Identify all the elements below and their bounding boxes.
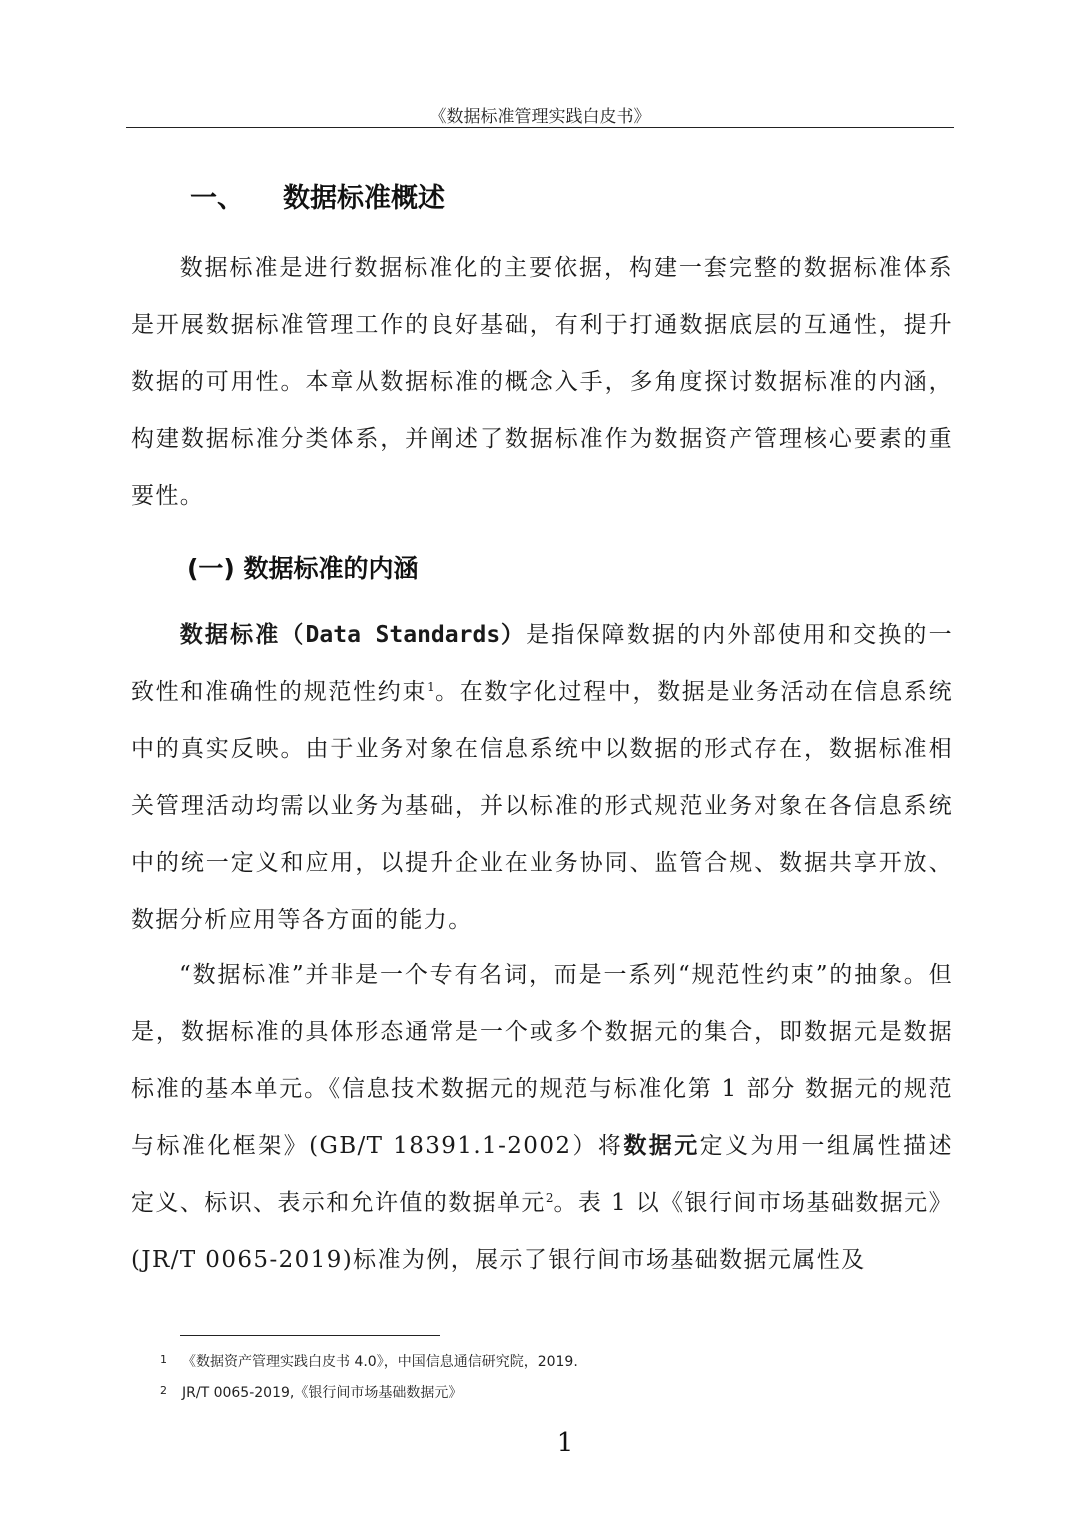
intro-text: 数据标准是进行数据标准化的主要依据，构建一套完整的数据标准体系是开展数据标准管理工作的良好基础，有利于打通数据底层的互通性，提升数据的可用性。本章从数据标准的概念入手，多角度探讨数据标准的内涵，构建数据标准分类体系，并阐述了数据标准作为数据资产管理核心要素的重要性。 [131,255,953,509]
footnote-mark: 1 [160,1353,167,1366]
section-heading: (一) 数据标准的内涵 [187,554,419,583]
footnote-text: JR/T 0065-2019,《银行间市场基础数据元》 [182,1385,463,1401]
intro-paragraph [131,240,953,525]
definition-paragraph [131,607,953,949]
term-data-standards: 数据标准 [179,622,281,648]
header-rule [126,127,954,128]
footnote-ref-1[interactable]: 1 [427,680,435,694]
chapter-title: 数据标准概述 [283,183,445,214]
data-element-text-c: 。表 1 以《银行间市场基础数据元》(JR/T 0065-2019)标准为例，展示了银行间市场基础数据元属性及 [131,1190,953,1273]
footnote-2 [160,1382,462,1402]
definition-text-b: 。在数字化过程中，数据是业务活动在信息系统中的真实反映。由于业务对象在信息系统中以数据的形式存在，数据标准相关管理活动均需以业务为基础，并以标准的形式规范业务对象在各信息系统中的统一定义和应用，以提升企业在业务协同、监管合规、数据共享开放、数据分析应用等各方面的能力。 [131,679,953,933]
running-header: 《数据标准管理实践白皮书》 [429,107,651,127]
footnote-1 [160,1351,578,1371]
data-element-paragraph [131,947,953,1289]
term-open-paren: （ [280,622,306,648]
data-element-text-a: “数据标准”并非是一个专有名词，而是一系列“规范性约束”的抽象。但是，数据标准的具体形态通常是一个或多个数据元的集合，即数据元是数据标准的基本单元。《信息技术数据元的规范与标准化第 1 部分 数据元的规范与标准化框架》(GB/T 18391.1-2002）将 [131,962,953,1159]
data-element-text-b: 定义为用一组属性描述定义、标识、表示和允许值的数据单元 [131,1133,954,1216]
footnote-text: 《数据资产管理实践白皮书 4.0》，中国信息通信研究院，2019. [182,1354,578,1370]
footnote-ref-2[interactable]: 2 [545,1191,554,1205]
footnote-mark: 2 [160,1384,167,1397]
term-data-element: 数据元 [623,1133,700,1159]
term-close-paren: ） [500,622,527,648]
chapter-number: 一、 [190,183,244,214]
definition-text-a: 是指保障数据的内外部使用和交换的一致性和准确性的规范性约束 [131,622,953,705]
term-english: Data Standards [305,622,501,648]
page-number: 1 [556,1428,574,1458]
chapter-heading [190,176,445,215]
footnote-separator [180,1335,440,1336]
